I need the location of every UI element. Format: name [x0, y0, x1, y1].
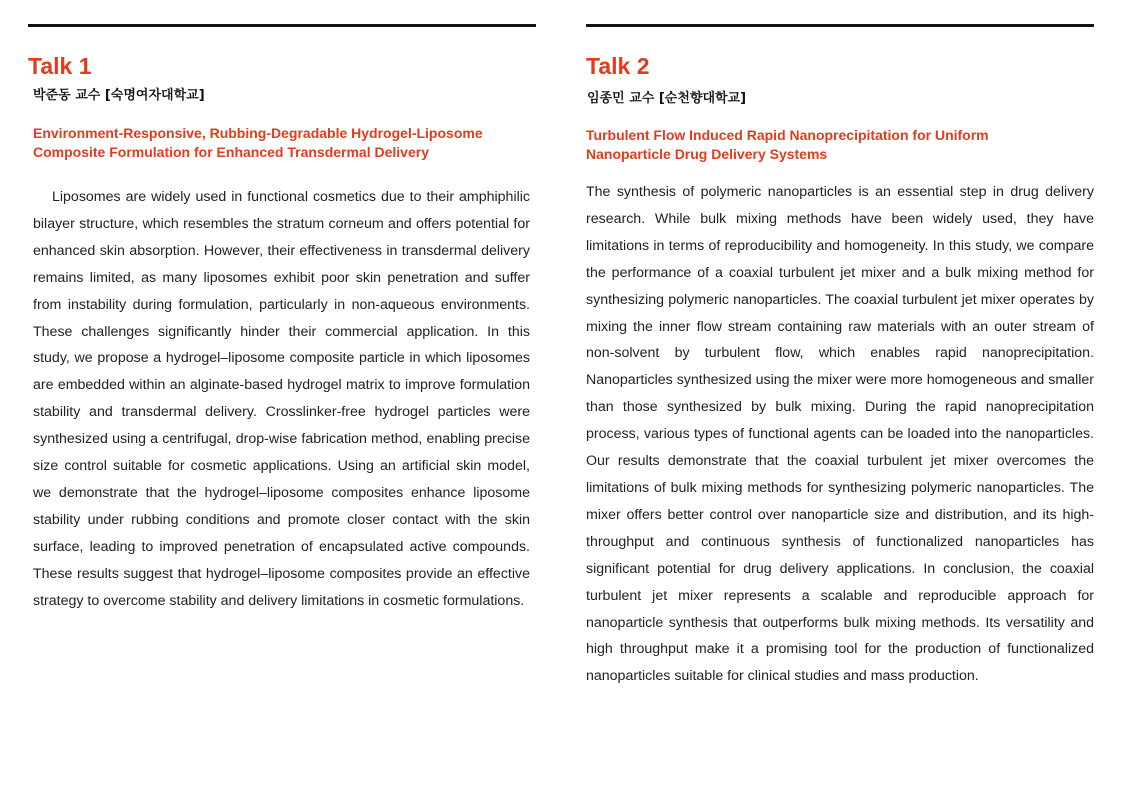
talk-1-top-rule	[28, 24, 536, 27]
talk-2-paper-title	[586, 126, 1086, 164]
talk-2-speaker: 임종민 교수 [순천향대학교]	[587, 91, 747, 106]
talk-1-title-line-2: Composite Formulation for Enhanced Transdermal Delivery	[33, 144, 429, 160]
talk-2-title-line-2: Nanoparticle Drug Delivery Systems	[586, 146, 828, 162]
talk-2-label: Talk 2	[586, 53, 650, 79]
talk-1-title-line-1: Environment-Responsive, Rubbing-Degradable Hydrogel-Liposome	[33, 125, 483, 141]
talk-1-abstract: Liposomes are widely used in functional cosmetics due to their amphiphilic bilayer structure, which resembles the stratum corneum and offers potential for enhanced skin absorption. However, their effectiveness in transdermal delivery remains limited, as many liposomes exhibit poor skin penetration and suffer from instability during formulation, particularly in non-aqueous environments. These challenges significantly hinder their commercial application. In this study, we propose a hydrogel–liposome composite particle in which liposomes are embedded within an alginate-based hydrogel matrix to improve formulation stability and transdermal delivery. Crosslinker-free hydrogel particles were synthesized using a centrifugal, drop-wise fabrication method, enabling precise size control suitable for cosmetic applications. Using an artificial skin model, we demonstrate that the hydrogel–liposome composites enhance liposome stability under rubbing conditions and promote closer contact with the skin surface, leading to improved penetration of encapsulated active compounds. These results suggest that hydrogel–liposome composites provide an effective strategy to overcome stability and delivery limitations in cosmetic formulations.	[33, 189, 530, 609]
talk-1-label: Talk 1	[28, 53, 92, 79]
talk-2-top-rule	[586, 24, 1094, 27]
talk-1-speaker: 박준동 교수 [숙명여자대학교]	[33, 88, 205, 103]
talk-1-paper-title	[33, 124, 533, 162]
talk-2-abstract: The synthesis of polymeric nanoparticles is an essential step in drug delivery research. While bulk mixing methods have been widely used, they have limitations in terms of reproducibility and homogeneity. In this study, we compare the performance of a coaxial turbulent jet mixer and a bulk mixing method for synthesizing polymeric nanoparticles. The coaxial turbulent jet mixer operates by mixing the inner flow stream containing raw materials with an outer stream of non-solvent by turbulent flow, which enables rapid nanoprecipitation. Nanoparticles synthesized using the mixer were more homogeneous and smaller than those synthesized by bulk mixing. During the rapid nanoprecipitation process, various types of functional agents can be loaded into the nanoparticles. Our results demonstrate that the coaxial turbulent jet mixer overcomes the limitations of bulk mixing methods for synthesizing polymeric nanoparticles. The mixer offers better control over nanoparticle size and distribution, and its high-throughput and continuous synthesis of functionalized nanoparticles has significant potential for drug delivery applications. In conclusion, the coaxial turbulent jet mixer represents a scalable and reproducible approach for nanoparticle synthesis that outperforms bulk mixing methods. Its versatility and high throughput make it a promising tool for the production of functionalized nanoparticles suitable for clinical studies and mass production.	[586, 184, 1094, 685]
talk-2-title-line-1: Turbulent Flow Induced Rapid Nanoprecipitation for Uniform	[586, 127, 989, 143]
